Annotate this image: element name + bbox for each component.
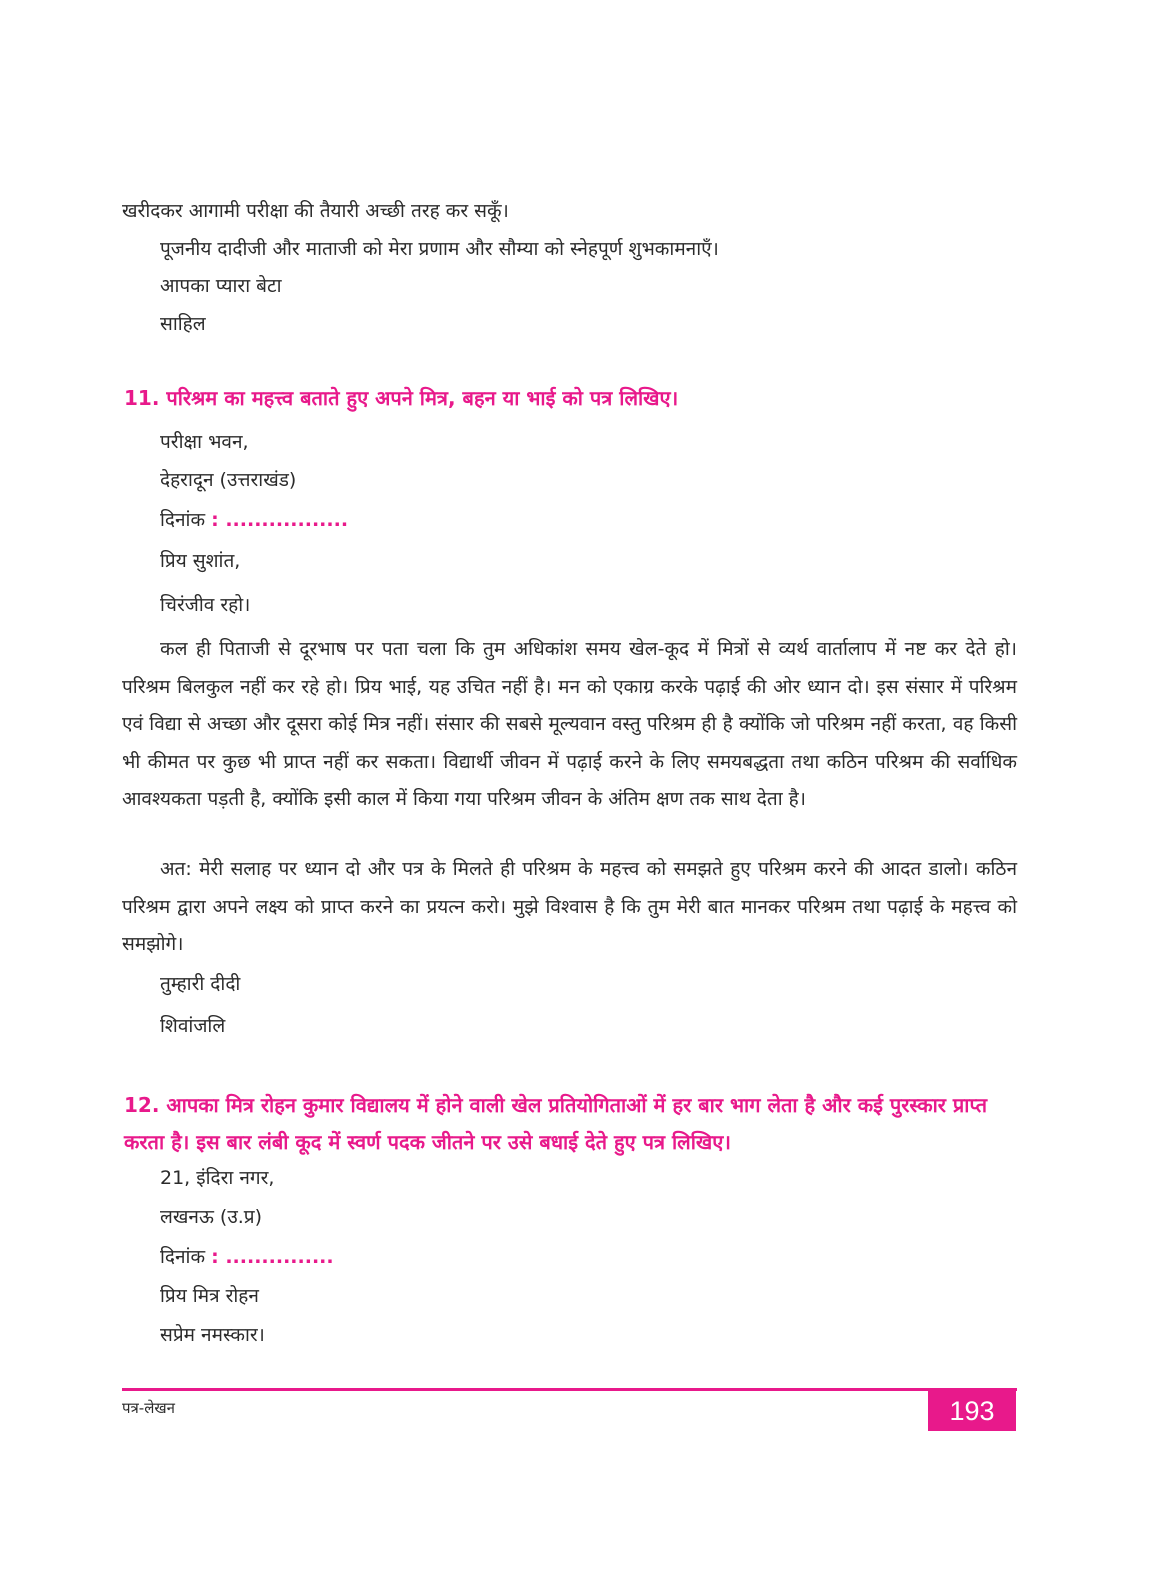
q11-address-line-1: परीक्षा भवन, bbox=[160, 431, 249, 453]
q11-date-label: दिनांक bbox=[160, 509, 206, 531]
q11-signature: शिवांजलि bbox=[160, 1015, 226, 1037]
q11-date-placeholder: : ................. bbox=[211, 509, 349, 531]
q12-address-line-2: लखनऊ (उ.प्र) bbox=[160, 1206, 263, 1228]
q12-date-placeholder: : ............... bbox=[211, 1246, 334, 1268]
page-number-badge: 193 bbox=[928, 1391, 1016, 1431]
letter-closing: आपका प्यारा बेटा bbox=[160, 275, 282, 297]
q11-address-line-2: देहरादून (उत्तराखंड) bbox=[160, 469, 297, 491]
continuation-line: खरीदकर आगामी परीक्षा की तैयारी अच्छी तरह कर सकूँ। bbox=[122, 200, 509, 222]
footer-divider bbox=[122, 1388, 1017, 1391]
q11-greeting: चिरंजीव रहो। bbox=[160, 594, 251, 616]
q11-body-paragraph-1: कल ही पिताजी से दूरभाष पर पता चला कि तुम अधिकांश समय खेल-कूद में मित्रों से व्यर्थ वार्तालाप में नष्ट कर देते हो। परिश्रम बिलकुल नहीं कर रहे हो। प्रिय भाई, यह उचित नहीं है। मन को एकाग्र करके पढ़ाई की ओर ध्यान दो। इस संसार में परिश्रम एवं विद्या से अच्छा और दूसरा कोई मित्र नहीं। संसार की सबसे मूल्यवान वस्तु परिश्रम ही है क्योंकि जो परिश्रम नहीं करता, वह किसी भी कीमत पर कुछ भी प्राप्त नहीं कर सकता। विद्यार्थी जीवन में पढ़ाई करने के लिए समयबद्धता तथा कठिन परिश्रम की सर्वाधिक आवश्यकता पड़ती है, क्योंकि इसी काल में किया गया परिश्रम जीवन के अंतिम क्षण तक साथ देता है। bbox=[122, 638, 1017, 810]
q12-greeting: सप्रेम नमस्कार। bbox=[160, 1324, 265, 1346]
letter-signature: साहिल bbox=[160, 313, 206, 335]
q11-date-line bbox=[160, 506, 348, 534]
q11-body-paragraph-2: अत: मेरी सलाह पर ध्यान दो और पत्र के मिलते ही परिश्रम के महत्त्व को समझते हुए परिश्रम करने की आदत डालो। कठिन परिश्रम द्वारा अपने लक्ष्य को प्राप्त करने का प्रयत्न करो। मुझे विश्वास है कि तुम मेरी बात मानकर परिश्रम तथा पढ़ाई के महत्त्व को समझोगे। bbox=[122, 858, 1017, 955]
q12-date-line bbox=[160, 1243, 334, 1271]
question-12-heading: 12. आपका मित्र रोहन कुमार विद्यालय में होने वाली खेल प्रतियोगिताओं में हर बार भाग लेता है और कई पुरस्कार प्राप्त करता है। इस बार लंबी कूद में स्वर्ण पदक जीतने पर उसे बधाई देते हुए पत्र लिखिए। bbox=[124, 1093, 988, 1154]
regards-line: पूजनीय दादीजी और माताजी को मेरा प्रणाम और सौम्या को स्नेहपूर्ण शुभकामनाएँ। bbox=[160, 238, 719, 260]
footer-chapter-title: पत्र-लेखन bbox=[122, 1399, 175, 1417]
q11-salutation: प्रिय सुशांत, bbox=[160, 550, 241, 572]
q11-closing: तुम्हारी दीदी bbox=[160, 973, 241, 995]
q12-address-line-1: 21, इंदिरा नगर, bbox=[160, 1167, 275, 1189]
q12-date-label: दिनांक bbox=[160, 1246, 206, 1268]
q12-salutation: प्रिय मित्र रोहन bbox=[160, 1285, 259, 1307]
question-11-heading: 11. परिश्रम का महत्त्व बताते हुए अपने मित्र, बहन या भाई को पत्र लिखिए। bbox=[124, 386, 679, 410]
